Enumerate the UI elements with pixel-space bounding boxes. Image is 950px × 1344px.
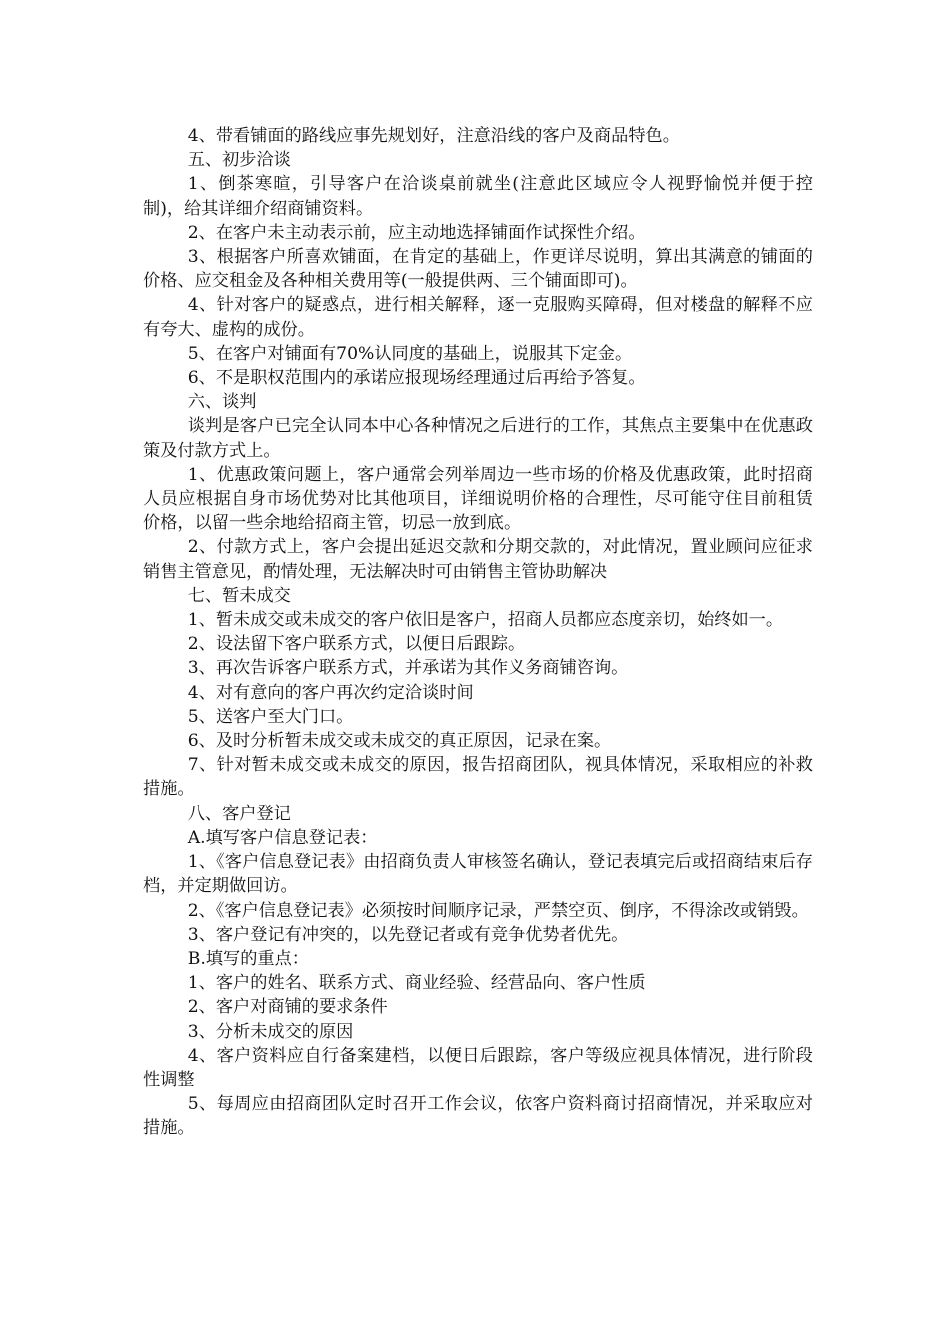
paragraph-item-3-conflict: 3、客户登记有冲突的，以先登记者或有竞争优势者优先。 — [187, 924, 629, 945]
section-heading-5: 五、初步洽谈 — [187, 150, 291, 171]
paragraph-item-3-reasons: 3、分析未成交的原因 — [187, 1021, 354, 1042]
paragraph-item-4-archive: 4、客户资料应自行备案建档，以便日后跟踪，客户等级应视具体情况，进行阶段性调整 — [143, 1045, 813, 1090]
paragraph-item-5-deposit: 5、在客户对铺面有70%认同度的基础上，说服其下定金。 — [187, 343, 633, 364]
paragraph-item-2-contact: 2、设法留下客户联系方式，以便日后跟踪。 — [187, 634, 526, 655]
paragraph-item-7-remedy: 7、针对暂未成交或未成交的原因，报告招商团队，视具体情况，采取相应的补救措施。 — [143, 755, 813, 800]
paragraph-negotiation-intro: 谈判是客户已完全认同本中心各种情况之后进行的工作，其焦点主要集中在优惠政策及付款方式上。 — [143, 416, 813, 461]
paragraph-item-1-form: 1、《客户信息登记表》由招商负责人审核签名确认，登记表填完后或招商结束后存档，并定期做回访。 — [143, 852, 813, 897]
paragraph-item-3-price: 3、根据客户所喜欢铺面，在肯定的基础上，作更详尽说明，算出其满意的铺面的价格、应交租金及各种相关费用等(一般提供两、三个铺面即可)。 — [143, 247, 813, 292]
paragraph-subheading-a: A.填写客户信息登记表： — [187, 827, 378, 848]
paragraph-item-1-discount: 1、优惠政策问题上，客户通常会列举周边一些市场的价格及优惠政策，此时招商人员应根据自身市场优势对比其他项目，详细说明价格的合理性，尽可能守住目前租赁价格，以留一些余地给招商主管，切忌一放到底。 — [143, 464, 813, 534]
paragraph-item-6-promise: 6、不是职权范围内的承诺应报现场经理通过后再给予答复。 — [187, 368, 646, 389]
paragraph-item-4-route: 4、带看铺面的路线应事先规划好，注意沿线的客户及商品特色。 — [187, 126, 680, 146]
paragraph-item-4-appointment: 4、对有意向的客户再次约定洽谈时间 — [187, 682, 474, 703]
section-heading-6: 六、谈判 — [187, 392, 257, 413]
paragraph-item-1-attitude: 1、暂未成交或未成交的客户依旧是客户，招商人员都应态度亲切，始终如一。 — [187, 610, 784, 631]
paragraph-item-6-analysis: 6、及时分析暂未成交或未成交的真正原因，记录在案。 — [187, 731, 612, 752]
paragraph-item-2-requirements: 2、客户对商铺的要求条件 — [187, 997, 388, 1018]
document-page — [143, 124, 813, 1141]
section-heading-7: 七、暂未成交 — [187, 585, 291, 606]
paragraph-item-1-fields: 1、客户的姓名、联系方式、商业经验、经营品向、客户性质 — [187, 973, 646, 994]
paragraph-item-5-meeting: 5、每周应由招商团队定时召开工作会议，依客户资料商讨招商情况，并采取应对措施。 — [143, 1094, 813, 1139]
paragraph-item-3-consult: 3、再次告诉客户联系方式，并承诺为其作义务商铺咨询。 — [187, 658, 629, 679]
section-heading-8: 八、客户登记 — [187, 803, 291, 824]
paragraph-item-1-tea: 1、倒茶寒暄，引导客户在洽谈桌前就坐(注意此区域应令人视野愉悦并便于控制)，给其详细介绍商铺资料。 — [143, 174, 813, 219]
paragraph-item-4-doubts: 4、针对客户的疑惑点，进行相关解释，逐一克服购买障碍，但对楼盘的解释不应有夸大、虚构的成份。 — [143, 295, 813, 340]
paragraph-item-2-order: 2、《客户信息登记表》必须按时间顺序记录，严禁空页、倒序，不得涂改或销毁。 — [187, 900, 809, 921]
paragraph-item-2-payment: 2、付款方式上，客户会提出延迟交款和分期交款的，对此情况，置业顾问应征求销售主管意见，酌情处理，无法解决时可由销售主管协助解决 — [143, 537, 813, 582]
paragraph-subheading-b: B.填写的重点： — [187, 948, 309, 969]
paragraph-item-5-escort: 5、送客户至大门口。 — [187, 706, 354, 727]
paragraph-item-2-intro: 2、在客户未主动表示前，应主动地选择铺面作试探性介绍。 — [187, 222, 646, 243]
